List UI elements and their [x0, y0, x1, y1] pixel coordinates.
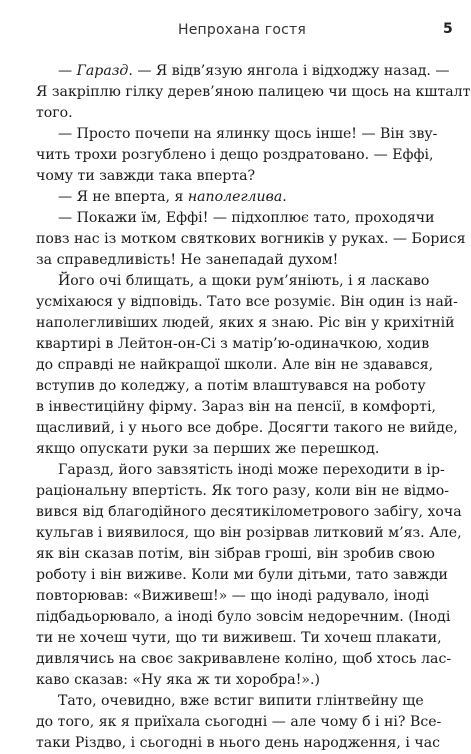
text-segment: каво сказав: «Ну яка ж ти хоробра!».) — [36, 672, 320, 688]
text-line — [36, 712, 442, 733]
text-segment: як він сказав потім, він зібрав гроші, він зробив свою — [36, 546, 435, 562]
text-line — [36, 187, 423, 208]
text-segment: — — [58, 63, 77, 79]
text-segment: усміхаюся у відповідь. Тато все розуміє. Він один із най- — [36, 294, 458, 310]
text-segment: . — Я відв’язую янгола і відходжу назад. — — [128, 63, 450, 79]
text-line — [36, 292, 458, 313]
text-segment: кульгав і виявилося, що він розірвав литковий м’яз. Але, — [36, 525, 462, 541]
text-line — [36, 376, 426, 397]
text-line — [36, 649, 452, 670]
text-segment: дивлячись на своє закривавлене коліно, щоб хтось лас- — [36, 651, 452, 667]
text-line — [36, 565, 448, 586]
text-line — [36, 82, 471, 103]
text-segment: таки Різдво, і сьогодні в нього день народження, і час — [36, 735, 440, 751]
text-segment: квартирі в Лейтон-он-Сі з матір’ю-одиначкою, ходив — [36, 336, 430, 352]
text-segment: Тато, очевидно, вже встиг випити глінтвейну ще — [58, 693, 424, 709]
page-number: 5 — [443, 21, 453, 37]
body-text — [36, 61, 471, 754]
text-line — [36, 544, 435, 565]
text-segment: . — [282, 189, 287, 205]
text-segment: вступив до коледжу, а потім влаштувався на роботу — [36, 378, 426, 394]
text-segment: — Просто почепи на ялинку щось інше! — Він зву- — [58, 126, 438, 142]
text-segment: повз нас із мотком святкових вогників у руках. — Борися — [36, 231, 466, 247]
text-line — [36, 523, 462, 544]
text-line — [36, 166, 423, 187]
text-line — [36, 208, 435, 229]
text-segment: в інвестиційну фірму. Зараз він на пенсії, в комфорті, — [36, 399, 436, 415]
italic-text: наполеглива — [187, 189, 283, 205]
running-title: Непрохана гостя — [178, 22, 306, 38]
text-line — [36, 271, 430, 292]
text-segment: чому ти завжди така вперта? — [36, 168, 256, 184]
text-segment: до того, як я приїхала сьогодні — але чому б і ні? Все- — [36, 714, 442, 730]
italic-text: Гаразд — [76, 63, 129, 79]
text-segment: роботу і він виживе. Коли ми були дітьми, тато завжди — [36, 567, 448, 583]
text-segment: наполегливіших людей, яких я знаю. Ріс він у крихітній — [36, 315, 455, 331]
text-line — [36, 397, 436, 418]
text-line — [36, 229, 466, 250]
text-segment: Я закріплю гілку дерев’яною палицею чи щось на кшталт — [36, 84, 471, 100]
text-line — [36, 733, 440, 754]
text-line — [36, 607, 451, 628]
text-line — [36, 628, 442, 649]
text-line — [36, 586, 430, 607]
text-line — [36, 145, 434, 166]
text-line — [36, 691, 423, 712]
text-line — [36, 502, 462, 523]
text-segment: за справедливість! Не занепадай духом! — [36, 252, 339, 268]
text-line — [36, 313, 455, 334]
running-header — [0, 0, 471, 54]
text-segment: Гаразд, його завзятість іноді може переходити в ір- — [58, 462, 445, 478]
text-line — [36, 250, 423, 271]
text-line — [36, 418, 458, 439]
text-line — [36, 481, 450, 502]
text-segment: — Покажи їм, Еффі! — підхоплює тато, проходячи — [58, 210, 435, 226]
text-line — [36, 355, 434, 376]
text-line — [36, 61, 450, 82]
text-segment: якщо опускати руки за перших же перешкод. — [36, 441, 380, 457]
text-segment: ти не хочеш чути, що ти виживеш. Ти хочеш плакати, — [36, 630, 442, 646]
text-line — [36, 334, 430, 355]
text-segment: раціональну впертість. Як того разу, коли він не відмо- — [36, 483, 450, 499]
text-segment: того. — [36, 105, 73, 121]
text-segment: вився від благодійного десятикілометрового забігу, хоча — [36, 504, 462, 520]
text-segment: — Я не вперта, я — [58, 189, 188, 205]
text-segment: до справді не найкращої школи. Але він не здавався, — [36, 357, 434, 373]
text-segment: щасливий, і у нього все добре. Досягти такого не вийде, — [36, 420, 458, 436]
text-line — [36, 124, 438, 145]
text-segment: підбадьорювало, а іноді було зовсім недоречним. (Іноді — [36, 609, 451, 625]
text-segment: повторював: «Виживеш!» — що іноді радувало, іноді — [36, 588, 430, 604]
text-line — [36, 670, 423, 691]
text-segment: чить трохи розгублено і дещо роздратовано. — Еффі, — [36, 147, 434, 163]
text-line — [36, 103, 423, 124]
text-line — [36, 460, 445, 481]
text-segment: Його очі блищать, а щоки рум’яніють, і я ласкаво — [58, 273, 430, 289]
text-line — [36, 439, 423, 460]
